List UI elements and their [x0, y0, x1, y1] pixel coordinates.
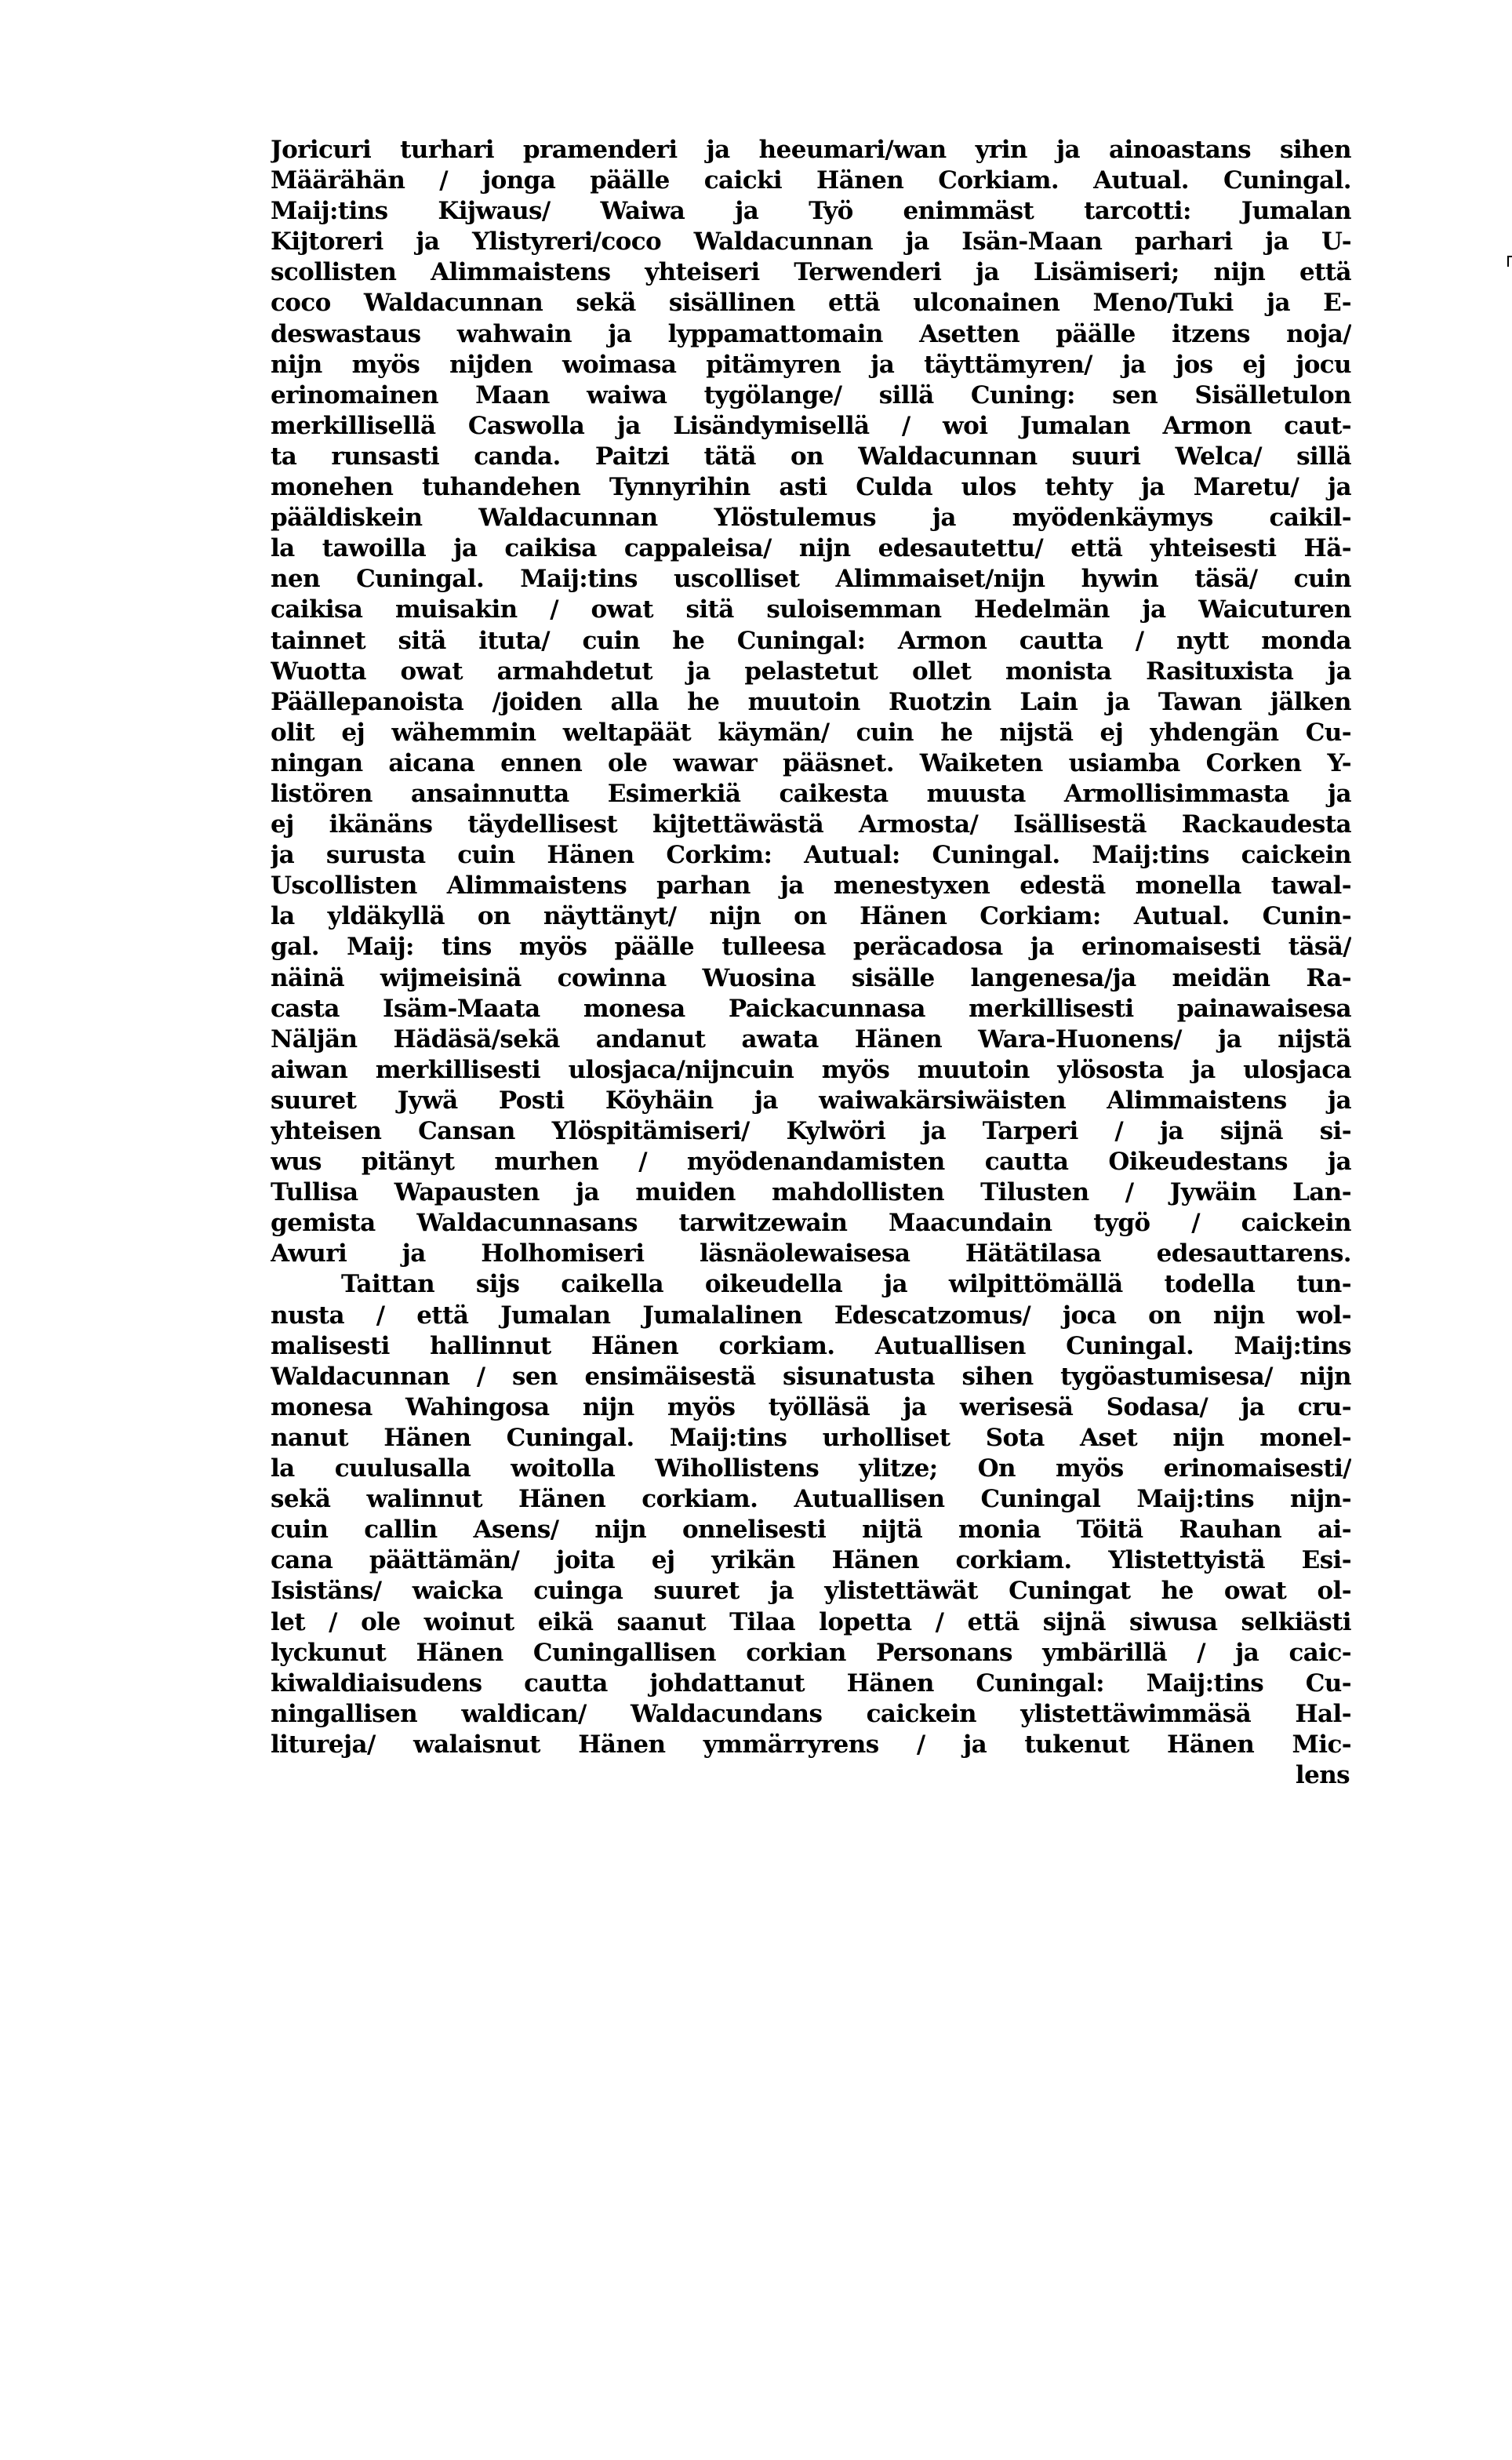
- text-line: näinä wijmeisinä cowinna Wuosina sisälle langenesa/ja meidän Ra-: [271, 963, 1351, 992]
- text-line: erinomainen Maan waiwa tygölange/ sillä Cuning: sen Sisälletulon: [271, 380, 1351, 409]
- text-line: cana päättämän/ joita ej yrikän Hänen corkiam. Ylistettyistä Esi-: [271, 1546, 1351, 1575]
- body-text: [271, 135, 1351, 1791]
- text-line: let / ole woinut eikä saanut Tilaa lopetta / että sijnä siwusa selkiästi: [271, 1607, 1351, 1636]
- catchword: lens: [1295, 1760, 1350, 1789]
- text-line: Wuotta owat armahdetut ja pelastetut ollet monista Rasituxista ja: [271, 657, 1351, 686]
- text-line: litureja/ walaisnut Hänen ymmärryrens / ja tukenut Hänen Mic-: [271, 1730, 1351, 1759]
- text-line: listören ansainnutta Esimerkiä caikesta muusta Armollisimmasta ja: [271, 779, 1351, 808]
- text-line: ja surusta cuin Hänen Corkim: Autual: Cuningal. Maij:tins caickein: [271, 841, 1351, 870]
- text-line: Joricuri turhari pramenderi ja heeumari/wan yrin ja ainoastans sihen: [271, 136, 1351, 164]
- text-line: aiwan merkillisesti ulosjaca/nijncuin myös muutoin ylösosta ja ulosjaca: [271, 1055, 1351, 1084]
- text-line: tainnet sitä ituta/ cuin he Cuningal: Armon cautta / nytt monda: [271, 626, 1351, 655]
- text-line: la yldäkyllä on näyttänyt/ nijn on Hänen Corkiam: Autual. Cunin-: [271, 902, 1351, 931]
- text-line: scollisten Alimmaistens yhteiseri Terwenderi ja Lisämiseri; nijn että: [271, 258, 1351, 287]
- text-line: gal. Maij: tins myös päälle tulleesa peräcadosa ja erinomaisesti täsä/: [271, 933, 1351, 962]
- text-line: ej ikänäns täydellisest kijtettäwästä Armosta/ Isällisestä Rackaudesta: [271, 810, 1351, 839]
- text-line: Päällepanoista /joiden alla he muutoin Ruotzin Lain ja Tawan jälken: [271, 687, 1351, 716]
- text-line: Maij:tins Kijwaus/ Waiwa ja Työ enimmäst tarcotti: Jumalan: [271, 197, 1351, 226]
- text-line: monesa Wahingosa nijn myös työlläsä ja werisesä Sodasa/ ja cru-: [271, 1392, 1351, 1421]
- text-line: la cuulusalla woitolla Wihollistens ylitze; On myös erinomaisesti/: [271, 1454, 1351, 1483]
- text-line: yhteisen Cansan Ylöspitämiseri/ Kylwöri ja Tarperi / ja sijnä si-: [271, 1117, 1351, 1145]
- text-line: pääldiskein Waldacunnan Ylöstulemus ja myödenkäymys caikil-: [271, 504, 1351, 533]
- text-line: Taittan sijs caikella oikeudella ja wilpittömällä todella tun-: [341, 1270, 1351, 1299]
- text-line: coco Waldacunnan sekä sisällinen että ulconainen Meno/Tuki ja E-: [271, 289, 1351, 318]
- text-line: la tawoilla ja caikisa cappaleisa/ nijn edesautettu/ että yhteisesti Hä-: [271, 534, 1351, 563]
- text-line: Awuri ja Holhomiseri läsnäolewaisesa Hätätilasa edesauttarens.: [271, 1239, 1351, 1268]
- text-line: suuret Jywä Posti Köyhäin ja waiwakärsiwäisten Alimmaistens ja: [271, 1086, 1351, 1115]
- text-line: merkillisellä Caswolla ja Lisändymisellä / woi Jumalan Armon caut-: [271, 411, 1351, 440]
- text-line: lyckunut Hänen Cuningallisen corkian Personans ymbärillä / ja caic-: [271, 1638, 1351, 1667]
- text-line: Waldacunnan / sen ensimäisestä sisunatusta sihen tygöastumisesa/ nijn: [271, 1362, 1351, 1391]
- margin-mark: [1507, 257, 1509, 267]
- text-line: ta runsasti canda. Paitzi tätä on Waldacunnan suuri Welca/ sillä: [271, 442, 1351, 471]
- text-line: Kijtoreri ja Ylistyreri/coco Waldacunnan ja Isän-Maan parhari ja U-: [271, 227, 1351, 257]
- text-line: ningan aicana ennen ole wawar pääsnet. Waiketen usiamba Corken Y-: [271, 748, 1351, 777]
- text-line: cuin callin Asens/ nijn onnelisesti nijtä monia Töitä Rauhan ai-: [271, 1516, 1351, 1545]
- text-line: caikisa muisakin / owat sitä suloisemman Hedelmän ja Waicuturen: [271, 595, 1351, 624]
- text-line: casta Isäm-Maata monesa Paickacunnasa merkillisesti painawaisesa: [271, 994, 1351, 1023]
- text-line: monehen tuhandehen Tynnyrihin asti Culda ulos tehty ja Maretu/ ja: [271, 473, 1351, 502]
- text-line: deswastaus wahwain ja lyppamattomain Asetten päälle itzens noja/: [271, 319, 1351, 348]
- text-line: gemista Waldacunnasans tarwitzewain Maacundain tygö / caickein: [271, 1209, 1351, 1238]
- text-line: olit ej wähemmin weltapäät käymän/ cuin he nijstä ej yhdengän Cu-: [271, 718, 1351, 747]
- text-line: Tullisa Wapausten ja muiden mahdollisten Tilusten / Jywäin Lan-: [271, 1178, 1351, 1207]
- text-line: Näljän Hädäsä/sekä andanut awata Hänen Wara-Huonens/ ja nijstä: [271, 1024, 1351, 1054]
- text-line: nijn myös nijden woimasa pitämyren ja täyttämyren/ ja jos ej jocu: [271, 350, 1351, 379]
- text-line: ningallisen waldican/ Waldacundans caickein ylistettäwimmäsä Hal-: [271, 1699, 1351, 1728]
- text-line: sekä walinnut Hänen corkiam. Autuallisen Cuningal Maij:tins nijn-: [271, 1485, 1351, 1514]
- text-line: Isistäns/ waicka cuinga suuret ja ylistettäwät Cuningat he owat ol-: [271, 1577, 1351, 1606]
- text-line: Määrähän / jonga päälle caicki Hänen Corkiam. Autual. Cuningal.: [271, 166, 1351, 195]
- text-line: nen Cuningal. Maij:tins uscolliset Alimmaiset/nijn hywin täsä/ cuin: [271, 565, 1351, 594]
- text-line: nusta / että Jumalan Jumalalinen Edescatzomus/ joca on nijn wol-: [271, 1301, 1351, 1330]
- text-line: malisesti hallinnut Hänen corkiam. Autuallisen Cuningal. Maij:tins: [271, 1331, 1351, 1360]
- text-line: wus pitänyt murhen / myödenandamisten cautta Oikeudestans ja: [271, 1148, 1351, 1177]
- text-line: kiwaldiaisudens cautta johdattanut Hänen Cuningal: Maij:tins Cu-: [271, 1669, 1351, 1698]
- text-line: nanut Hänen Cuningal. Maij:tins urholliset Sota Aset nijn monel-: [271, 1423, 1351, 1452]
- text-line: Uscollisten Alimmaistens parhan ja menestyxen edestä monella tawal-: [271, 872, 1351, 901]
